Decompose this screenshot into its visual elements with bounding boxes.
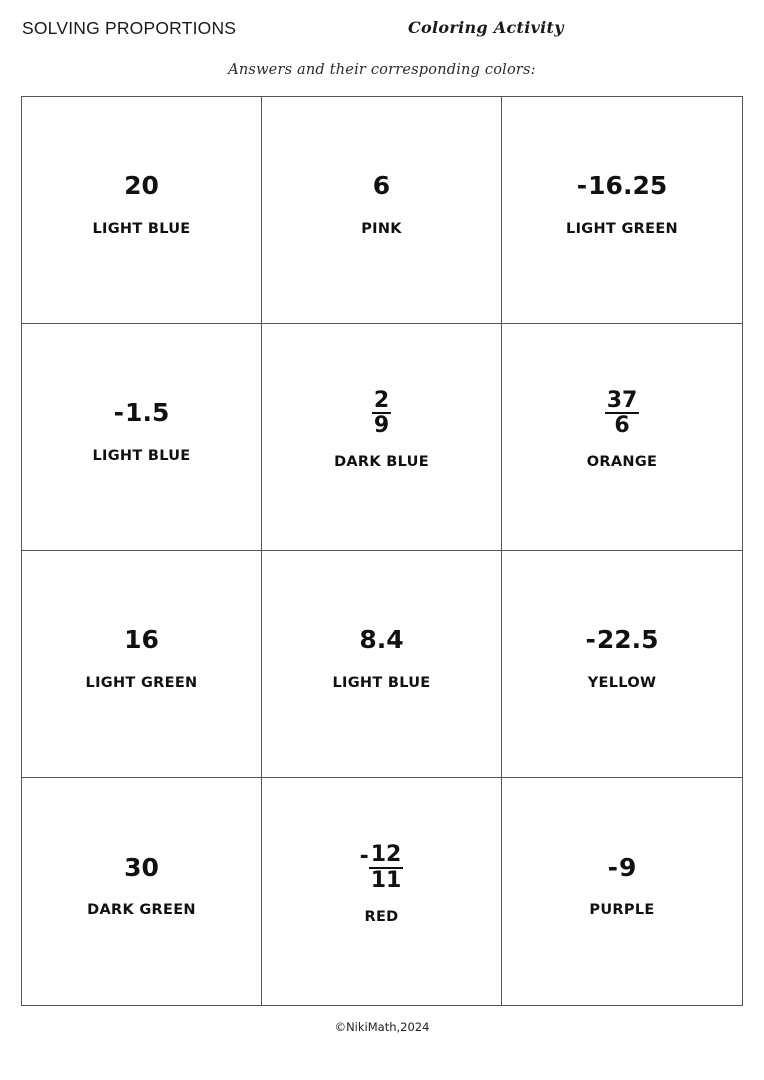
answer-cell: [502, 324, 742, 551]
negative-sign: -: [585, 625, 596, 655]
color-label: YELLOW: [587, 674, 657, 691]
answer-cell: [502, 551, 742, 778]
negative-sign: -: [576, 171, 588, 201]
fraction-denominator: 6: [614, 413, 630, 438]
answer-key-table: [21, 96, 743, 1006]
answer-cell: [22, 324, 262, 551]
answer-value: [359, 624, 403, 658]
page-title: SOLVING PROPORTIONS: [22, 18, 237, 38]
answer-value: [124, 170, 159, 204]
numeric-value: 8.4: [359, 625, 404, 655]
fraction-denominator: 9: [373, 413, 390, 438]
color-label: PINK: [361, 220, 402, 237]
negative-sign: -: [113, 398, 125, 428]
answer-cell: [22, 97, 262, 324]
answer-value: [360, 844, 404, 892]
answer-cell: [22, 551, 262, 778]
numeric-value: 16.25: [588, 171, 668, 201]
color-label: LIGHT BLUE: [92, 447, 191, 464]
answer-value: [608, 851, 637, 885]
color-label: RED: [364, 908, 399, 925]
page-header: [0, 18, 764, 52]
color-label: LIGHT GREEN: [566, 220, 678, 237]
answer-cell: [262, 324, 502, 551]
numeric-value: 1.5: [125, 398, 170, 428]
fraction-denominator: 11: [370, 867, 402, 893]
answer-cell: [22, 778, 262, 1005]
color-label: LIGHT BLUE: [332, 674, 431, 691]
color-label: LIGHT BLUE: [92, 220, 191, 237]
numeric-value: 22.5: [596, 625, 659, 655]
numeric-value: 9: [618, 852, 637, 882]
answer-value: [605, 387, 640, 438]
negative-sign: -: [359, 844, 369, 870]
fraction-numerator: 37: [606, 387, 638, 413]
answer-value: [114, 397, 170, 431]
color-label: ORANGE: [586, 454, 658, 471]
answer-cell: [262, 551, 502, 778]
numeric-value: 6: [372, 171, 391, 201]
answer-value: [124, 624, 159, 658]
numeric-value: 20: [124, 171, 159, 201]
negative-sign: -: [607, 852, 618, 882]
answer-value: [124, 851, 159, 885]
answer-cell: [262, 97, 502, 324]
copyright-footer: ©NikiMath,2024: [334, 1020, 430, 1034]
fraction-numerator: 2: [373, 387, 390, 413]
numeric-value: 30: [124, 852, 159, 882]
instruction-text: Answers and their corresponding colors:: [228, 62, 536, 78]
color-label: LIGHT GREEN: [85, 674, 198, 691]
answer-cell: [502, 97, 742, 324]
color-label: DARK BLUE: [334, 454, 429, 471]
color-label: DARK GREEN: [87, 902, 196, 918]
answer-cell: [262, 778, 502, 1005]
answer-value: [585, 624, 658, 658]
answer-value: [577, 170, 667, 204]
activity-subtitle: Coloring Activity: [408, 18, 564, 37]
answer-value: [372, 387, 391, 438]
color-label: PURPLE: [589, 902, 655, 918]
fraction-numerator: 12: [370, 842, 402, 868]
numeric-value: 16: [124, 625, 159, 655]
answer-cell: [502, 778, 742, 1005]
answer-value: [373, 170, 390, 204]
